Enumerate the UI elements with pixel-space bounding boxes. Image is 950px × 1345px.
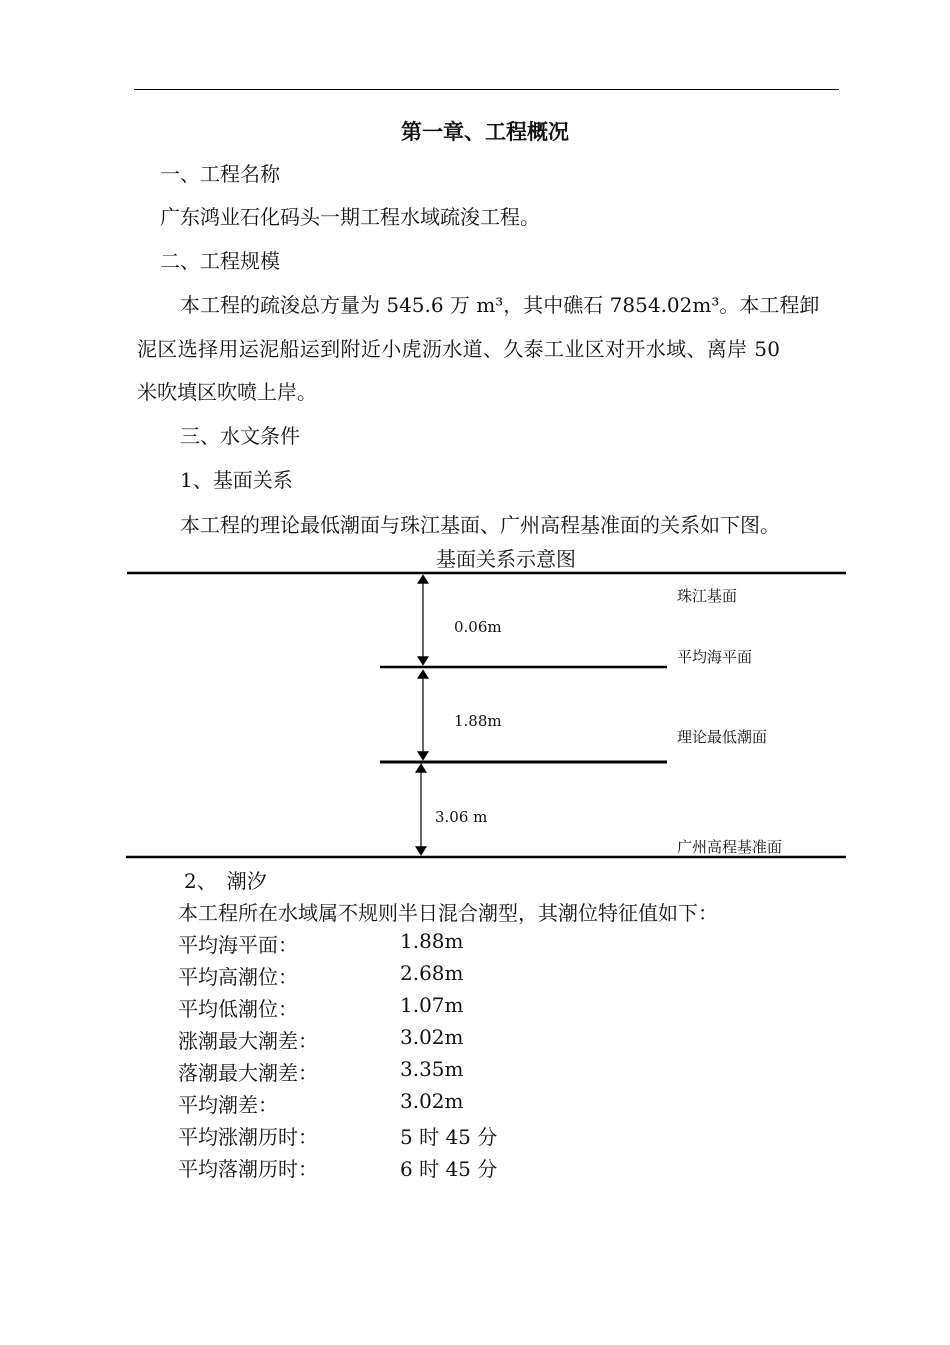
tide-row-label: 平均涨潮历时： — [178, 1125, 318, 1149]
chapter-title: 第一章、工程概况 — [401, 120, 569, 144]
section2-heading: 二、工程规模 — [160, 249, 280, 273]
tide-intro: 本工程所在水域属不规则半日混合潮型，其潮位特征值如下： — [178, 901, 718, 925]
section3-heading: 三、水文条件 — [180, 424, 300, 448]
gap-label-3: 3.06 m — [435, 808, 488, 826]
tide-row-label: 落潮最大潮差： — [178, 1061, 318, 1085]
section2-para-line2: 泥区选择用运泥船运到附近小虎沥水道、久泰工业区对开水域、离岸 50 — [137, 337, 781, 361]
level-label-guangzhou: 广州高程基准面 — [677, 838, 783, 856]
section1-body: 广东鸿业石化码头一期工程水域疏浚工程。 — [160, 205, 540, 229]
diagram-title: 基面关系示意图 — [436, 547, 576, 571]
tide-row-label: 涨潮最大潮差： — [178, 1029, 318, 1053]
section3-sub1-body: 本工程的理论最低潮面与珠江基面、广州高程基准面的关系如下图。 — [180, 513, 780, 537]
section2-para-line1: 本工程的疏浚总方量为 545.6 万 m³，其中礁石 7854.02m³。本工程卸 — [180, 293, 820, 317]
tide-row-value: 3.02m — [400, 1025, 464, 1049]
tide-row-label: 平均高潮位： — [178, 965, 298, 989]
tide-row-label: 平均潮差： — [178, 1093, 278, 1117]
tide-heading: 2、 潮汐 — [184, 869, 267, 893]
tide-row-value: 2.68m — [400, 961, 464, 985]
tide-row-value: 1.07m — [400, 993, 464, 1017]
level-label-lowest-tide: 理论最低潮面 — [677, 728, 768, 746]
section2-para-line3: 米吹填区吹喷上岸。 — [137, 380, 317, 404]
tide-row-label: 平均海平面： — [178, 933, 298, 957]
level-label-mean-sea: 平均海平面 — [677, 648, 753, 666]
tide-row-value: 3.02m — [400, 1089, 464, 1113]
level-label-zhujiang: 珠江基面 — [677, 587, 738, 605]
tide-row-label: 平均低潮位： — [178, 997, 298, 1021]
gap-label-1: 0.06m — [454, 618, 502, 636]
section3-sub1-heading: 1、基面关系 — [180, 468, 293, 492]
tide-row-value: 5 时 45 分 — [400, 1125, 498, 1149]
tide-row-value: 6 时 45 分 — [400, 1157, 498, 1181]
tide-row-value: 3.35m — [400, 1057, 464, 1081]
section1-heading: 一、工程名称 — [160, 162, 280, 186]
tide-row-value: 1.88m — [400, 929, 464, 953]
gap-label-2: 1.88m — [454, 712, 502, 730]
tide-row-label: 平均落潮历时： — [178, 1157, 318, 1181]
